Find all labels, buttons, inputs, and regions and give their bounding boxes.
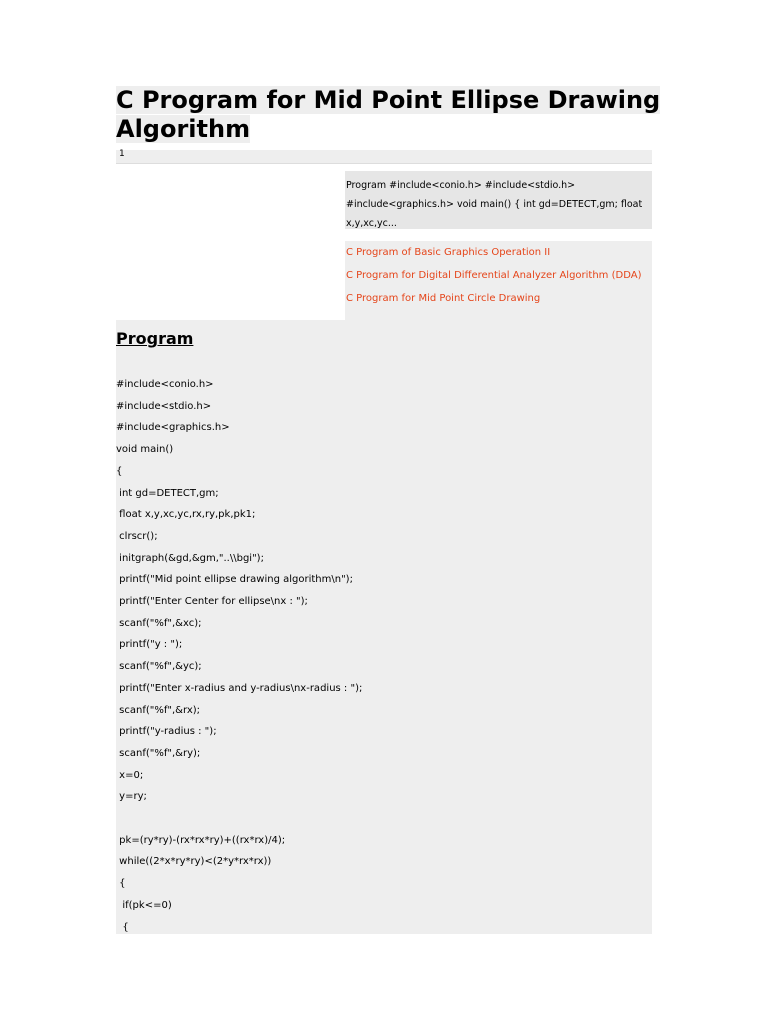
code-line: clrscr(); [116,530,158,542]
code-line: y=ry; [116,791,147,803]
related-documents [345,241,652,321]
code-line: scanf("%f",&xc); [116,617,202,629]
code-line: #include<conio.h> [116,379,214,390]
page-count: 1 [119,149,125,159]
page-title-text: C Program for Mid Point Ellipse Drawing Algorithm [116,86,661,143]
related-link-midpoint-circle[interactable]: C Program for Mid Point Circle Drawing [346,293,541,304]
code-line: #include<stdio.h> [116,400,212,412]
code-line: void main() [116,444,174,456]
page-count-bar [116,150,652,164]
code-line: printf("y : "); [116,639,183,651]
related-link-dda[interactable]: C Program for Digital Differential Analyzer Algorithm (DDA) [346,270,642,281]
code-line: printf("Enter Center for ellipse\nx : "); [116,596,308,608]
code-line: { [116,878,126,890]
code-line: printf("Enter x-radius and y-radius\nx-radius : "); [116,682,363,694]
code-line: if(pk<=0) [116,899,172,911]
code-line: initgraph(&gd,&gm,"..\\bgi"); [116,552,264,564]
code-line: { [116,921,129,933]
page-title [116,86,768,143]
code-line: printf("y-radius : "); [116,726,217,738]
code-line: float x,y,xc,yc,rx,ry,pk,pk1; [116,509,256,521]
code-line: printf("Mid point ellipse drawing algorithm\n"); [116,574,353,586]
code-line: scanf("%f",&yc); [116,661,202,673]
code-line: #include<graphics.h> [116,422,230,434]
code-line: pk=(ry*ry)-(rx*rx*ry)+((rx*rx)/4); [116,834,286,846]
program-heading: Program [116,329,194,348]
code-line: { [116,465,123,477]
code-line: scanf("%f",&rx); [116,704,201,716]
related-link-basic-graphics[interactable]: C Program of Basic Graphics Operation II [346,247,551,258]
code-line [116,808,362,830]
code-line: x=0; [116,769,144,781]
program-panel [116,320,652,934]
code-line: int gd=DETECT,gm; [116,487,219,499]
code-line: while((2*x*ry*ry)<(2*y*rx*rx)) [116,856,272,868]
program-code [116,374,362,934]
code-line: scanf("%f",&ry); [116,747,201,759]
excerpt-text: Program #include<conio.h> #include<stdio.h> #include<graphics.h> void main() { int gd=DETECT,gm; float x,y,xc,yc... [346,180,643,229]
document-excerpt [345,171,652,229]
